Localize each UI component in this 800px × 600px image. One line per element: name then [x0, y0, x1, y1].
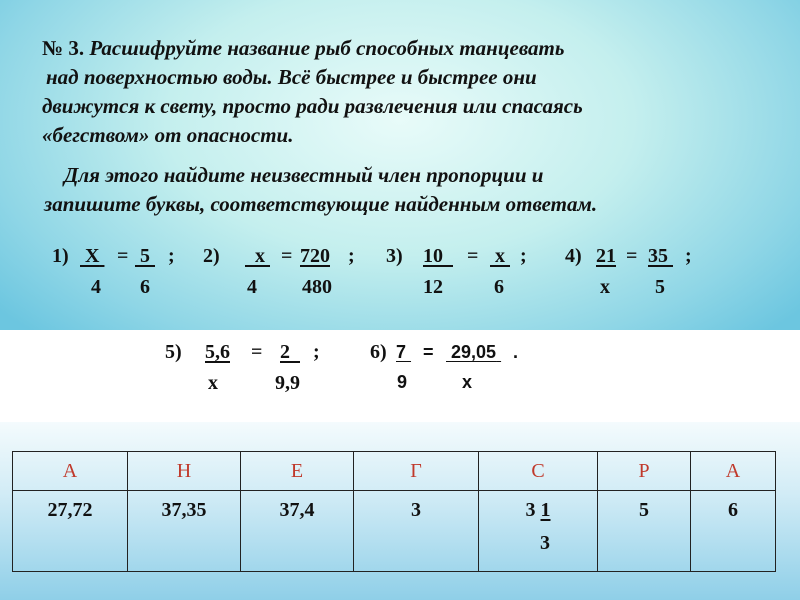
proportion-label: 4) [565, 245, 582, 267]
proportion-denominator-d: 5 [655, 276, 665, 298]
proportion-label: 6) [370, 341, 387, 363]
letter-cell: А [691, 452, 776, 491]
proportion-denominator-b: 12 [423, 276, 443, 298]
task-line-1: Расшифруйте название рыб способных танцевать [89, 36, 565, 60]
separator: ; [348, 245, 355, 267]
proportion-denominator-b: 4 [91, 276, 101, 298]
letter-cell: С [479, 452, 598, 491]
value-row [13, 491, 776, 572]
proportion-denominator-d: 6 [140, 276, 150, 298]
equals-sign: = [117, 245, 129, 267]
task-text [42, 34, 772, 150]
value-cell: 37,35 [128, 491, 241, 572]
proportion-numerator-a: 10 [423, 245, 443, 267]
letter-cell: Н [128, 452, 241, 491]
task-line-4: «бегством» от опасности. [42, 123, 294, 147]
letter-cell: А [13, 452, 128, 491]
task-line-3: движутся к свету, просто ради развлечения или спасаясь [42, 94, 583, 118]
letter-cell: Р [598, 452, 691, 491]
proportion-numerator-c: 720 [300, 245, 330, 267]
value-cell: 3 [354, 491, 479, 572]
proportion-numerator-c: 35 [648, 245, 668, 267]
instruction-text [44, 161, 774, 219]
separator: ; [520, 245, 527, 267]
letter-cell: Г [354, 452, 479, 491]
proportion-label: 2) [203, 245, 220, 267]
equals-sign: = [467, 245, 479, 267]
equals-sign: = [251, 341, 263, 363]
proportion-denominator-d: 9,9 [275, 372, 300, 394]
proportion-numerator-c: 29,05 [451, 342, 497, 362]
value-cell: 37,4 [241, 491, 354, 572]
instruction-line-2: запишите буквы, соответствующие найденным ответам. [44, 192, 598, 216]
proportion-label: 1) [52, 245, 69, 267]
proportion-denominator-b: 9 [397, 372, 408, 392]
proportion-numerator-c: 5 [140, 245, 150, 267]
proportion-denominator-b: x [208, 372, 218, 394]
proportion-denominator-d: x [462, 372, 473, 392]
letter-row [13, 452, 776, 491]
value-cell: 5 [598, 491, 691, 572]
proportion-denominator-b: 4 [247, 276, 257, 298]
fraction-numerator: 1 [540, 499, 551, 521]
task-line-2: над поверхностью воды. Всё быстрее и быстрее они [46, 65, 537, 89]
proportion-numerator-c: x [495, 245, 505, 267]
proportion-label: 3) [386, 245, 403, 267]
separator: . [513, 342, 519, 362]
proportion-numerator-a: 5,6 [205, 341, 230, 363]
proportion-denominator-b: x [600, 276, 610, 298]
instruction-line-1: Для этого найдите неизвестный член пропорции и [64, 163, 544, 187]
equals-sign: = [281, 245, 293, 267]
value-cell: 27,72 [13, 491, 128, 572]
proportion-numerator-a: 21 [596, 245, 616, 267]
separator: ; [313, 341, 320, 363]
proportion-denominator-d: 6 [494, 276, 504, 298]
whole-part: 3 [525, 499, 541, 521]
separator: ; [685, 245, 692, 267]
proportion-numerator-a: x [255, 245, 265, 267]
fraction-denominator: 3 [540, 532, 550, 554]
letter-cell: Е [241, 452, 354, 491]
answer-table [12, 451, 776, 572]
proportion-numerator-c: 2 [280, 341, 290, 363]
proportion-label: 5) [165, 341, 182, 363]
value-cell: 6 [691, 491, 776, 572]
equals-sign: = [626, 245, 638, 267]
proportion-numerator-a: X [85, 245, 100, 267]
proportion-denominator-d: 480 [302, 276, 332, 298]
task-number: № 3. [42, 36, 85, 60]
proportion-numerator-a: 7 [396, 342, 407, 362]
equals-sign: = [423, 342, 434, 362]
value-cell-mixed-fraction [479, 491, 598, 572]
separator: ; [168, 245, 175, 267]
